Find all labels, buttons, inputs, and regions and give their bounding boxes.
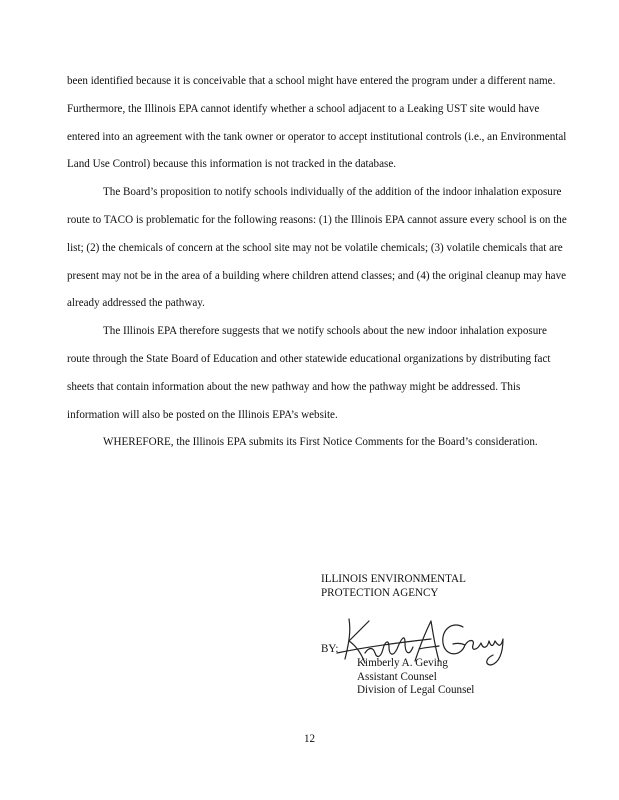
signer-title: Assistant Counsel <box>357 670 437 683</box>
paragraph-board-proposition: The Board’s proposition to notify schools individually of the addition of the indoor inhalation exposure route to TACO is problematic for the following reasons: (1) the Illinois EPA cannot assure every school is on the list; (2) the chemicals of concern at the school site may not be volatile chemicals; (3) volatile chemicals that are present may not be in the area of a building where children attend classes; and (4) the original cleanup may have already addressed the pathway. <box>67 186 567 310</box>
signer-details <box>357 657 474 698</box>
organization-name-line-1: ILLINOIS ENVIRONMENTAL <box>321 573 466 585</box>
body-text <box>67 68 567 457</box>
paragraph-wherefore: WHEREFORE, the Illinois EPA submits its First Notice Comments for the Board’s consideration. <box>103 436 538 449</box>
signer-name: Kimberly A. Geving <box>357 657 448 669</box>
signature-block <box>321 573 561 696</box>
organization-name-line-2: PROTECTION AGENCY <box>321 586 439 599</box>
by-label: BY: <box>321 643 339 655</box>
paragraph-notify-suggestion: The Illinois EPA therefore suggests that we notify schools about the new indoor inhalation exposure route through the State Board of Education and other statewide educational organizations by distributing fact sheets that contain information about the new pathway and how the pathway might be addressed. This information will also be posted on the Illinois EPA’s website. <box>67 325 551 421</box>
page-number: 12 <box>303 733 316 745</box>
paragraph-continuation: been identified because it is conceivable that a school might have entered the program under a different name. Furthermore, the Illinois EPA cannot identify whether a school adjacent to a Leaking UST site would have entered into an agreement with the tank owner or operator to accept institutional controls (i.e., an Environmental Land Use Control) because this information is not tracked in the database. <box>67 75 567 171</box>
signer-division: Division of Legal Counsel <box>357 684 475 696</box>
